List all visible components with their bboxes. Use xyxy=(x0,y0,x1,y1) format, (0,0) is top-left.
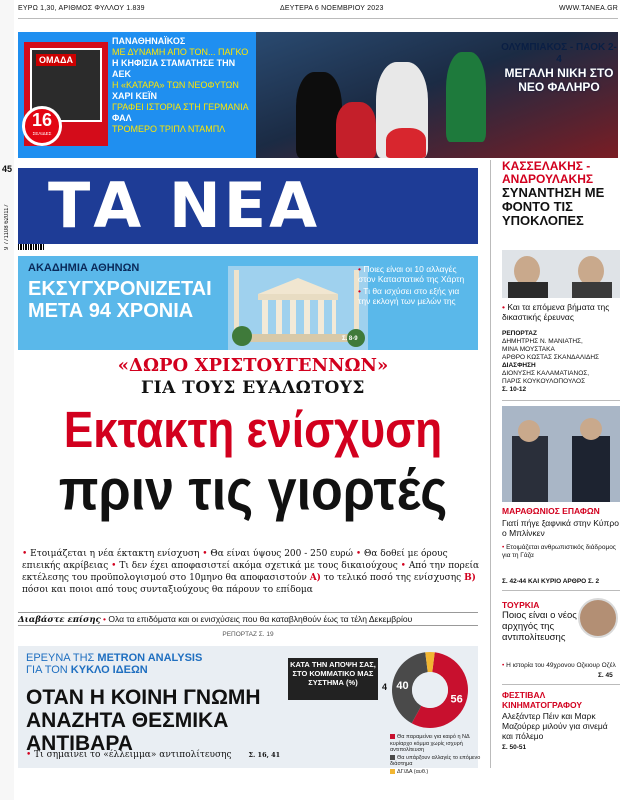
column-divider xyxy=(490,160,491,768)
poll-question: ΚΑΤΑ ΤΗΝ ΑΠΟΨΗ ΣΑΣ, ΣΤΟ ΚΟΜΜΑΤΙΚΟ ΜΑΣ ΣΥΣΤΗΜΑ (%) xyxy=(288,658,378,700)
pie-value-label-1: 40 xyxy=(396,679,409,692)
legend-item xyxy=(390,769,482,776)
sports-head-4: ΦΑΛ xyxy=(112,113,132,123)
main-bullets xyxy=(22,548,482,596)
read-also-label: Διαβάστε επίσης xyxy=(18,615,101,625)
metron-bullet: • Τι σημαίνει το «έλλειμμα» αντιπολίτευσης Σ. 16, 41 xyxy=(26,750,326,760)
read-also-bar[interactable]: Διαβάστε επίσης • Ολα τα επιδόματα και οι ενισχύσεις που θα καταβληθούν έως τα τέλη Δεκεμβρίου xyxy=(18,612,478,626)
academy-bullets xyxy=(358,264,470,306)
main-reporter: ΡΕΠΟΡΤΑΖ Σ. 19 xyxy=(222,631,274,638)
legend-swatch xyxy=(390,755,395,760)
metron-pages: Σ. 16, 41 xyxy=(248,751,281,759)
newspaper-logo[interactable]: ΤΑ ΝΕΑ xyxy=(48,169,321,242)
main-bullet-2: • Θα είναι ύψους 200 - 250 ευρώ xyxy=(202,549,353,559)
legend-label: ΔΓ/ΔΑ (αυθ.) xyxy=(397,768,429,775)
face-icon xyxy=(580,418,602,440)
story1-title-red2: ΑΝΔΡΟΥΛΑΚΗΣ xyxy=(502,172,594,186)
academy-pages: Σ. 8-9 xyxy=(342,336,358,342)
legend-label: Θα υπάρξουν αλλαγές το επόμενο διάστημα xyxy=(390,754,481,767)
story3-text: Ποιος είναι ο νέος αρχηγός της αντιπολίτευσης xyxy=(502,610,577,643)
person-figure xyxy=(572,436,610,502)
sports-sub-2: Η «ΚΑΤΑΡΑ» ΤΩΝ ΝΕΟΦΥΤΩΝ xyxy=(112,80,239,90)
pie-hole xyxy=(412,672,448,708)
metron-title: ΟΤΑΝ Η ΚΟΙΝΗ ΓΝΩΜΗ ΑΝΑΖΗΤΑ ΘΕΣΜΙΚΑ ΑΝΤΙΒΑΡΑ xyxy=(26,686,261,755)
player-figure xyxy=(386,128,426,158)
right-rule xyxy=(502,684,620,685)
sports-sub-3: ΓΡΑΦΕΙ ΙΣΤΟΡΙΑ ΣΤΗ ΓΕΡΜΑΝΙΑ xyxy=(112,102,249,112)
diplomats-photo xyxy=(502,406,620,502)
credit-line: ΔΙΟΝΥΣΗΣ ΚΑΛΑΜΑΤΙΑΝΟΣ, xyxy=(502,370,590,377)
magazine-promo[interactable] xyxy=(24,42,108,146)
main-bullet-5: • Από την πορεία εκτέλεσης του προϋπολογισμού στο 10μηνο θα αποφασιστούν xyxy=(22,561,479,583)
main-kicker: «ΔΩΡΟ ΧΡΙΣΤΟΥΓΕΝΝΩΝ» xyxy=(117,355,389,376)
option-b: B) xyxy=(464,573,476,583)
story2-title[interactable]: ΜΑΡΑΘΩΝΙΟΣ ΕΠΑΦΩΝ xyxy=(502,506,600,516)
academy-box[interactable] xyxy=(18,256,478,350)
story1-title-red: ΚΑΣΣΕΛΑΚΗΣ - xyxy=(502,159,591,173)
suit-shape xyxy=(508,282,548,298)
story4-text: Αλεξάντερ Πέιν και Μαρκ Μαζούρερ μιλούν για σινεμά και πόλεμο xyxy=(502,711,608,741)
main-bullet-3: • Θα δοθεί με όρους επιεικής ακρίβειας xyxy=(22,549,448,571)
story3-pages: Σ. 45 xyxy=(598,672,613,679)
poll-pie-chart xyxy=(390,650,470,730)
metron-poll-box[interactable] xyxy=(18,646,481,775)
legend-label: Θα παραμείνει για καιρό η ΝΔ κυρίαρχο κόμμα χωρίς ισχυρή αντιπολίτευση xyxy=(390,734,470,753)
main-bullet-4: • Τι δεν έχει αποφασιστεί ακόμα σχετικά με τους δικαιούχους xyxy=(111,561,398,571)
story1-bullet: • Και τα επόμενα βήματα της δικαστικής έρευνας xyxy=(502,302,620,322)
story1-title: ΣΥΝΑΝΤΗΣΗ ΜΕ ΦΟΝΤΟ ΤΙΣ ΥΠΟΚΛΟΠΕΣ xyxy=(502,185,605,228)
main-bullet-1: • Ετοιμάζεται η νέα έκτακτη ενίσχυση xyxy=(22,549,199,559)
credit-line: ΑΡΘΡΟ ΚΩΣΤΑΣ ΣΚΑΝΔΑΛΙΔΗΣ xyxy=(502,354,600,361)
story2-text: Γιατί πήγε ξαφνικά στην Κύπρο ο Μπλίνκεν xyxy=(502,518,619,538)
option-a-text: το τελικό ποσό της ενίσχυσης xyxy=(323,573,462,583)
sports-headlines xyxy=(112,36,252,135)
top-info-bar xyxy=(18,2,618,16)
main-headline-2[interactable]: πριν τις γιορτές xyxy=(58,459,448,523)
person-figure xyxy=(512,436,548,502)
credit-line: ΜΙΝΑ ΜΟΥΣΤΑΚΑ xyxy=(502,346,555,353)
legend-item xyxy=(390,734,482,754)
right-story-festival[interactable] xyxy=(502,690,620,752)
story3-bullet: • Η ιστορία του 49χρονου Οζκιουρ Οζέλ xyxy=(502,662,620,670)
legend-swatch xyxy=(390,769,395,774)
pages-badge xyxy=(22,106,62,146)
top-rule xyxy=(18,18,618,19)
barcode-number: 9 771108 620117 xyxy=(4,204,10,250)
score-headline: ΜΕΓΑΛΗ ΝΙΚΗ ΣΤΟ ΝΕΟ ΦΑΛΗΡΟ xyxy=(504,66,614,94)
option-b-text: πόσοι και ποιοι από τους συνταξιούχους θα πάρουν το επίδομα xyxy=(22,585,313,595)
academy-title: ΕΚΣΥΓΧΡΟΝΙΖΕΤΑΙ ΜΕΤΑ 94 ΧΡΟΝΙΑ xyxy=(28,278,212,322)
right-story-turkey[interactable] xyxy=(502,600,578,643)
masthead xyxy=(18,160,478,250)
football-photo xyxy=(256,32,618,158)
player-figure xyxy=(336,102,376,158)
magazine-title: ΟΜΑΔΑ xyxy=(36,54,76,66)
sports-band xyxy=(18,32,618,158)
right-rule xyxy=(502,590,620,591)
price-issue: ΕΥΡΩ 1,30, ΑΡΙΘΜΟΣ ΦΥΛΛΟΥ 1.839 xyxy=(18,5,145,12)
main-headline-1[interactable]: Εκτακτη ενίσχυση xyxy=(63,402,443,459)
credit-line: ΔΗΜΗΤΡΗΣ Ν. ΜΑΝΙΑΤΗΣ, xyxy=(502,338,583,345)
credit-pages: Σ. 10-12 xyxy=(502,386,527,393)
sports-sub-4: ΤΡΟΜΕΡΟ ΤΡΙΠΛ ΝΤΑΜΠΛ xyxy=(112,124,226,134)
main-kicker-2: ΓΙΑ ΤΟΥΣ ΕΥΑΛΩΤΟΥΣ xyxy=(141,378,365,398)
face-icon xyxy=(518,420,540,442)
story1-credits xyxy=(502,330,620,394)
credit-line: ΠΑΡΙΣ ΚΟΥΚΟΥΛΟΠΟΥΛΟΣ xyxy=(502,378,586,385)
pie-legend xyxy=(390,734,482,776)
story3-title: ΤΟΥΡΚΙΑ xyxy=(502,600,540,610)
politician-portrait xyxy=(578,598,618,638)
sports-sub-1: ΜΕ ΔΥΝΑΜΗ ΑΠΟ ΤΟΝ... ΠΑΓΚΟ xyxy=(112,47,249,57)
issue-mark: 45 xyxy=(2,164,13,174)
sports-head-3: ΧΑΡΙ ΚΕΪΝ xyxy=(112,91,158,101)
left-edge-strip xyxy=(0,0,14,800)
legend-swatch xyxy=(390,734,395,739)
score-line: ΟΛΥΜΠΙΑΚΟΣ - ΠΑΟΚ 2-4 xyxy=(501,42,617,65)
pie-label-dk: 4 xyxy=(382,682,388,692)
metron-kicker: ΕΡΕΥΝΑ ΤΗΣ METRON ANALYSIS ΓΙΑ ΤΟΝ ΚΥΚΛΟ ΙΔΕΩΝ xyxy=(26,652,203,676)
academy-bullet-2: • Τι θα ισχύσει στο εξής για την εκλογή των μελών της xyxy=(358,286,470,306)
story2-bullet: • Ετοιμάζεται ανθρωπιστικός διάδρομος για τη Γάζα xyxy=(502,544,620,560)
politicians-photo xyxy=(502,250,620,298)
story4-pages: Σ. 50-51 xyxy=(502,744,527,751)
academy-bullet-1: • Ποιες είναι οι 10 αλλαγές στον Καταστατικό της Χάρτη xyxy=(358,264,470,284)
score-ribbon xyxy=(500,42,618,94)
badge-label: ΣΕΛΙΔΕΣ xyxy=(32,131,52,136)
academy-kicker: ΑΚΑΔΗΜΙΑ ΑΘΗΝΩΝ xyxy=(28,262,140,274)
right-story-politics[interactable] xyxy=(502,160,620,228)
suit-shape xyxy=(572,282,612,298)
story2-pages: Σ. 42-44 ΚΑΙ ΚΥΡΙΟ ΑΡΘΡΟ Σ. 2 xyxy=(502,578,600,585)
right-rule xyxy=(502,400,620,401)
issue-date: ΔΕΥΤΕΡΑ 6 ΝΟΕΜΒΡΙΟΥ 2023 xyxy=(280,5,384,12)
option-a: A) xyxy=(309,573,321,583)
credit-line: ΔΙΑΣΦΗΣΗ xyxy=(502,362,536,369)
sports-head-2: Η ΚΗΦΙΣΙΑ ΣΤΑΜΑΤΗΣΕ ΤΗΝ ΑΕΚ xyxy=(112,58,236,79)
pie-value-label-0: 56 xyxy=(450,693,463,706)
credit-line: ΡΕΠΟΡΤΑΖ xyxy=(502,330,537,337)
sports-head-1: ΠΑΝΑΘΗΝΑΪΚΟΣ xyxy=(112,36,186,46)
read-also-text: Ολα τα επιδόματα και οι ενισχύσεις που θα καταβληθούν έως τα τέλη Δεκεμβρίου xyxy=(108,614,413,624)
story4-title: ΦΕΣΤΙΒΑΛ ΚΙΝΗΜΑΤΟΓΡΑΦΟΥ xyxy=(502,690,583,710)
badge-number: 16 xyxy=(31,110,53,130)
player-figure xyxy=(446,52,486,142)
site-url[interactable]: WWW.TANEA.GR xyxy=(558,5,618,12)
legend-item xyxy=(390,755,482,768)
